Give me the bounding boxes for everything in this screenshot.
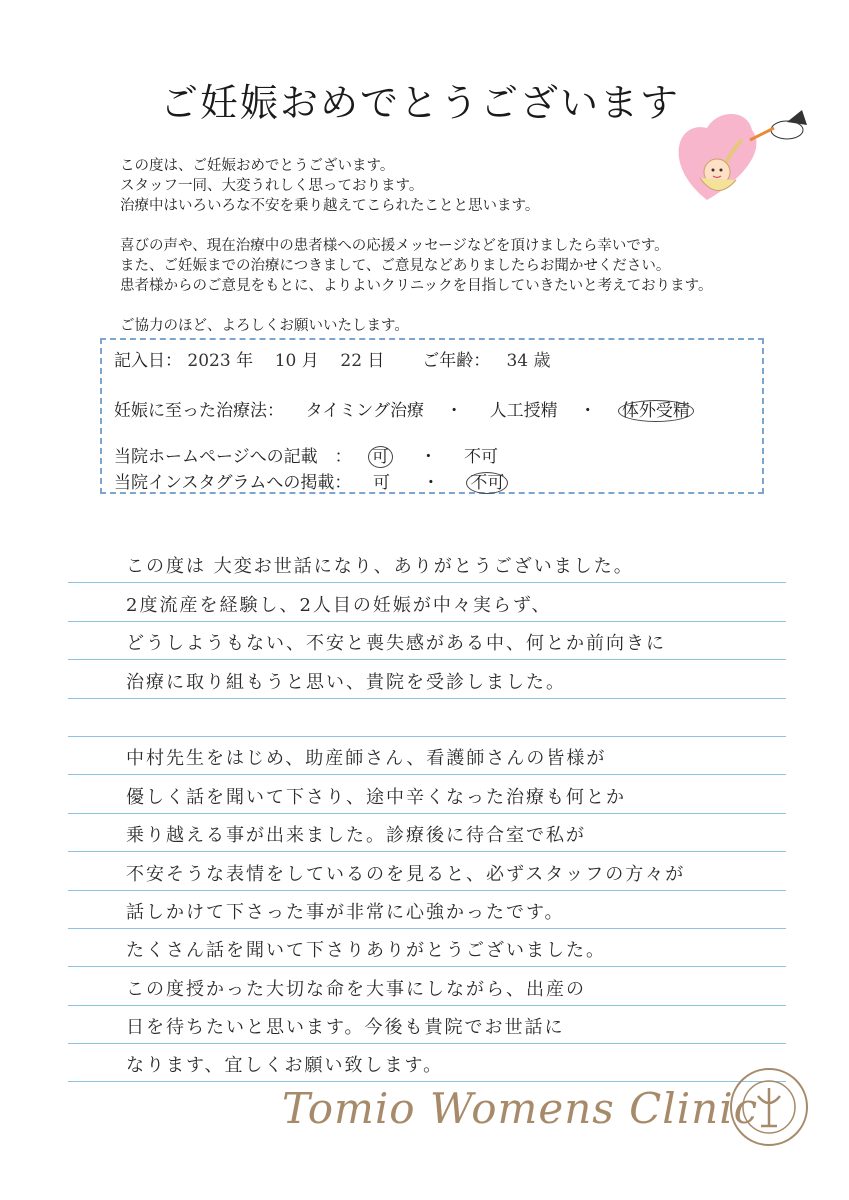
ruled-line xyxy=(68,583,786,621)
ruled-line xyxy=(68,967,786,1005)
intro-closing: ご協力のほど、よろしくお願いいたします。 xyxy=(120,318,409,334)
ruled-line xyxy=(68,545,786,583)
homepage-yes-circled: 可 xyxy=(368,446,393,468)
message-line: この度は 大変お世話になり、ありがとうございました。 xyxy=(126,556,634,578)
form-box xyxy=(100,338,764,494)
date-month-unit: 月 xyxy=(301,351,319,371)
age-unit: 歳 xyxy=(533,351,551,371)
homepage-row xyxy=(114,442,498,468)
date-day: 22 xyxy=(340,351,363,371)
treatment-option-ivf-circled: 体外受精 xyxy=(618,400,694,422)
treatment-row xyxy=(114,396,694,422)
instagram-separator: ・ xyxy=(422,473,440,493)
ruled-line xyxy=(68,737,786,775)
message-line: たくさん話を聞いて下さりありがとうございました。 xyxy=(126,940,606,962)
ruled-line xyxy=(68,622,786,660)
handwritten-message xyxy=(68,545,786,1082)
homepage-separator: ・ xyxy=(419,447,437,467)
ruled-line xyxy=(68,775,786,813)
treatment-separator: ・ xyxy=(579,401,597,421)
treatment-label: 妊娠に至った治療法： xyxy=(114,401,284,421)
homepage-no: 不可 xyxy=(463,447,498,467)
ruled-line xyxy=(68,1044,786,1082)
instagram-no-circled: 不可 xyxy=(466,472,508,494)
intro-line: また、ご妊娠までの治療につきまして、ご意見などありましたらお聞かせください。 xyxy=(120,258,671,274)
date-year-unit: 年 xyxy=(236,351,254,371)
intro-text xyxy=(120,156,780,336)
message-line: 日を待ちたいと思います。今後も貴院でお世話に xyxy=(126,1017,565,1039)
message-line: 話しかけて下さった事が非常に心強かったです。 xyxy=(126,901,565,923)
message-line: この度授かった大切な命を大事にしながら、出産の xyxy=(126,978,586,1000)
treatment-separator: ・ xyxy=(445,401,463,421)
treatment-option-insemination: 人工授精 xyxy=(489,401,558,421)
instagram-yes: 可 xyxy=(372,473,390,493)
message-line: 治療に取り組もうと思い、貴院を受診しました。 xyxy=(126,671,566,693)
clinic-emblem-icon xyxy=(728,1066,810,1148)
ruled-line xyxy=(68,1006,786,1044)
message-line: 不安そうな表情をしているのを見ると、必ずスタッフの方々が xyxy=(126,863,686,885)
intro-line: 治療中はいろいろな不安を乗り越えてこられたことと思います。 xyxy=(120,198,540,214)
date-year: 2023 xyxy=(187,351,231,371)
ruled-line xyxy=(68,814,786,852)
message-line: 優しく話を聞いて下さり、途中辛くなった治療も何とか xyxy=(126,786,626,808)
ruled-line xyxy=(68,929,786,967)
page-title: ご妊娠おめでとうございます xyxy=(160,81,681,125)
date-day-unit: 日 xyxy=(367,351,385,371)
message-line: どうしようもない、不安と喪失感がある中、何とか前向きに xyxy=(126,633,666,655)
instagram-row xyxy=(114,468,508,494)
message-line: 乗り越える事が出来ました。診療後に待合室で私が xyxy=(126,825,586,847)
message-line: 2度流産を経験し、2人目の妊娠が中々実らず、 xyxy=(126,594,552,616)
ruled-line xyxy=(68,660,786,698)
age-label: ご年齢： xyxy=(422,351,491,371)
ruled-line xyxy=(68,699,786,737)
intro-line: この度は、ご妊娠おめでとうございます。 xyxy=(120,158,395,174)
clinic-logo-text: Tomio Womens Clinic xyxy=(282,1084,759,1133)
treatment-option-timing: タイミング治療 xyxy=(305,401,424,421)
homepage-label: 当院ホームページへの記載 ： xyxy=(114,447,352,467)
intro-line: 喜びの声や、現在治療中の患者様への応援メッセージなどを頂けましたら幸いです。 xyxy=(120,238,669,254)
date-label: 記入日： xyxy=(114,351,182,371)
message-line: なります、宜しくお願い致します。 xyxy=(126,1055,444,1077)
message-line: 中村先生をはじめ、助産師さん、看護師さんの皆様が xyxy=(126,748,607,770)
instagram-label: 当院インスタグラムへの掲載： xyxy=(114,473,352,493)
ruled-line xyxy=(68,852,786,890)
ruled-line xyxy=(68,891,786,929)
intro-line: 患者様からのご意見をもとに、よりよいクリニックを目指していきたいと考えております。 xyxy=(120,278,713,294)
date-month: 10 xyxy=(274,351,297,371)
intro-line: スタッフ一同、大変うれしく思っております。 xyxy=(120,178,424,194)
age-value: 34 xyxy=(506,351,529,371)
date-age-row xyxy=(114,346,551,371)
